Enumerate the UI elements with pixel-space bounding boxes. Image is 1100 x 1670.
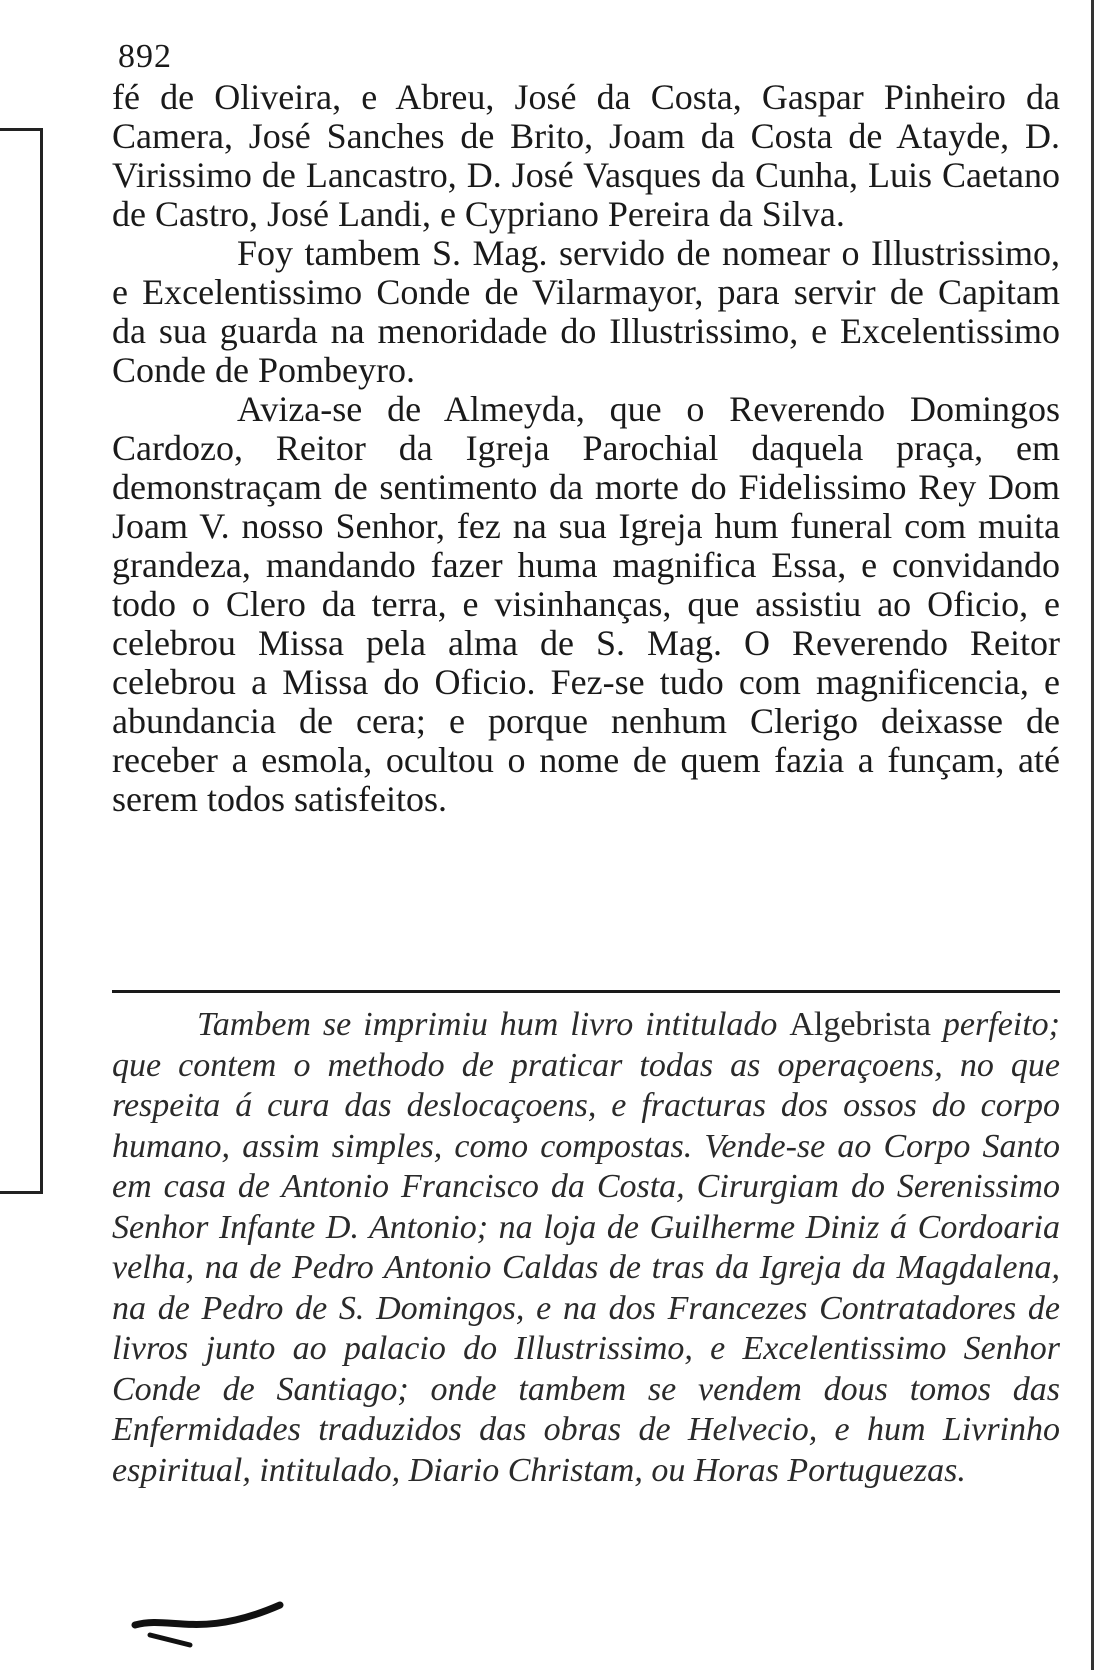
notice-lead: Tambem se imprimiu hum livro intitulado [197, 1006, 778, 1043]
page-number: 892 [118, 38, 172, 75]
ink-stroke-mark [130, 1595, 290, 1650]
page-edge-shadow [1091, 0, 1094, 1670]
notice-title-word: Algebrista [789, 1006, 931, 1043]
margin-bracket-mark [0, 128, 43, 1194]
paragraph-appointments: fé de Oliveira, e Abreu, José da Costa, Gaspar Pinheiro da Camera, José Sanches de Brito, Joam da Costa de Atayde, D. Virissimo de Lancastro, D. José Vasques da Cunha, Luis Caetano de Castro, José Landi, e Cypriano Pereira da Silva. [112, 77, 1060, 234]
notice-rest: perfeito; que contem o methodo de praticar todas as operaçoens, no que respeita á cura das deslocaçoens, e fracturas dos ossos do corpo humano, assim simples, como compostas. Vende-se ao Corpo Santo em casa de Antonio Francisco da Costa, Cirurgiam do Serenissimo Senhor Infante D. Antonio; na loja de Guilherme Diniz á Cordoaria velha, na de Pedro Antonio Caldas de tras da Igreja da Magdalena, na de Pedro de S. Domingos, e na dos Francezes Contratadores de livros junto ao palacio do Illustrissimo, e Excelentissimo Senhor Conde de Santiago; onde tambem se vendem dous tomos das Enfermidades traduzidos das obras de Helvecio, e hum Livrinho espiritual, intitulado, Diario Christam, ou Horas Portuguezas. [112, 1006, 1060, 1489]
section-divider [112, 990, 1060, 993]
book-notice-text [112, 1005, 1060, 1491]
book-notice [112, 1005, 1060, 1491]
news-column [112, 78, 1060, 819]
paragraph-captain-appointment: Foy tambem S. Mag. servido de nomear o Illustrissimo, e Excelentissimo Conde de Vilarmayor, para servir de Capitam da sua guarda na menoridade do Illustrissimo, e Excelentissimo Conde de Pombeyro. [112, 233, 1060, 390]
paragraph-almeyda-funeral: Aviza-se de Almeyda, que o Reverendo Domingos Cardozo, Reitor da Igreja Parochial daquela praça, em demonstraçam de sentimento da morte do Fidelissimo Rey Dom Joam V. nosso Senhor, fez na sua Igreja hum funeral com muita grandeza, mandando fazer huma magnifica Essa, e convidando todo o Clero da terra, e visinhanças, que assistiu ao Oficio, e celebrou Missa pela alma de S. Mag. O Reverendo Reitor celebrou a Missa do Oficio. Fez-se tudo com magnificencia, e abundancia de cera; e porque nenhum Clerigo deixasse de receber a esmola, ocultou o nome de quem fazia a funçam, até serem todos satisfeitos. [112, 389, 1060, 819]
